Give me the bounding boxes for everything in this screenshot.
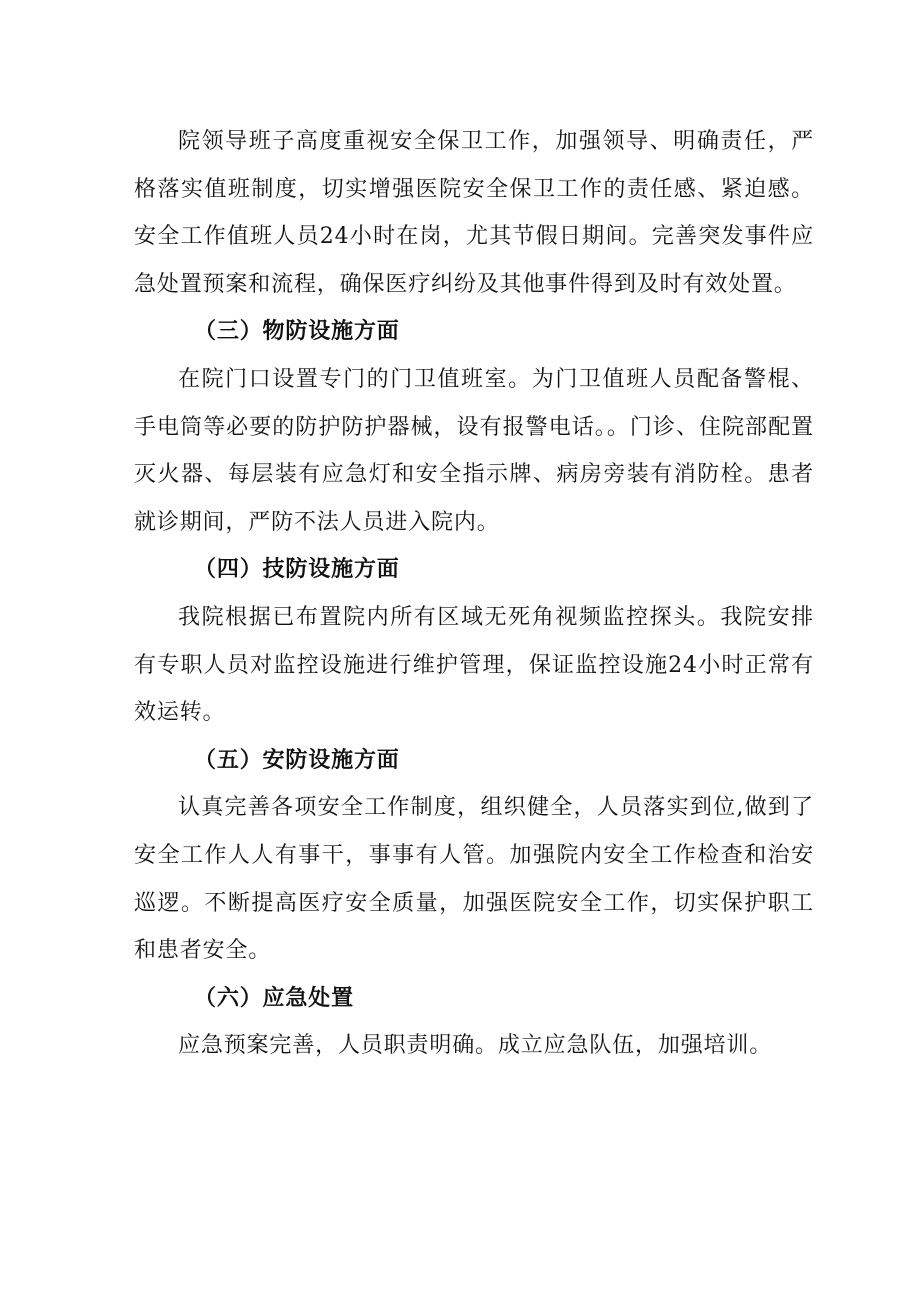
paragraph-leadership: 院领导班子高度重视安全保卫工作，加强领导、明确责任，严格落实值班制度，切实增强医院安全保卫工作的责任感、紧迫感。安全工作值班人员24小时在岗，尤其节假日期间。完善突发事件应急处置预案和流程，确保医疗纠纷及其他事件得到及时有效处置。: [134, 129, 814, 297]
section-heading-technical-defense: （四）技防设施方面: [194, 556, 400, 583]
document-body: [134, 118, 814, 1070]
section-heading-physical-defense: （三）物防设施方面: [194, 318, 400, 345]
paragraph-security-facilities: 认真完善各项安全工作制度，组织健全，人员落实到位,做到了安全工作人人有事干，事事有人管。加强院内安全工作检查和治安巡逻。不断提高医疗安全质量，加强医院安全工作，切实保护职工和患者安全。: [134, 795, 814, 964]
paragraph-technical-defense: 我院根据已布置院内所有区域无死角视频监控探头。我院安排有专职人员对监控设施进行维护管理，保证监控设施24小时正常有效运转。: [134, 604, 814, 726]
paragraph-physical-defense: 在院门口设置专门的门卫值班室。为门卫值班人员配备警棍、手电筒等必要的防护防护器械，设有报警电话。。门诊、住院部配置灭火器、每层装有应急灯和安全指示牌、病房旁装有消防栓。患者就诊期间，严防不法人员进入院内。: [134, 366, 814, 535]
section-heading-security-facilities: （五）安防设施方面: [194, 746, 400, 773]
paragraph-emergency-response: 应急预案完善，人员职责明确。成立应急队伍，加强培训。: [178, 1033, 773, 1059]
section-heading-emergency-response: （六）应急处置: [194, 984, 354, 1011]
